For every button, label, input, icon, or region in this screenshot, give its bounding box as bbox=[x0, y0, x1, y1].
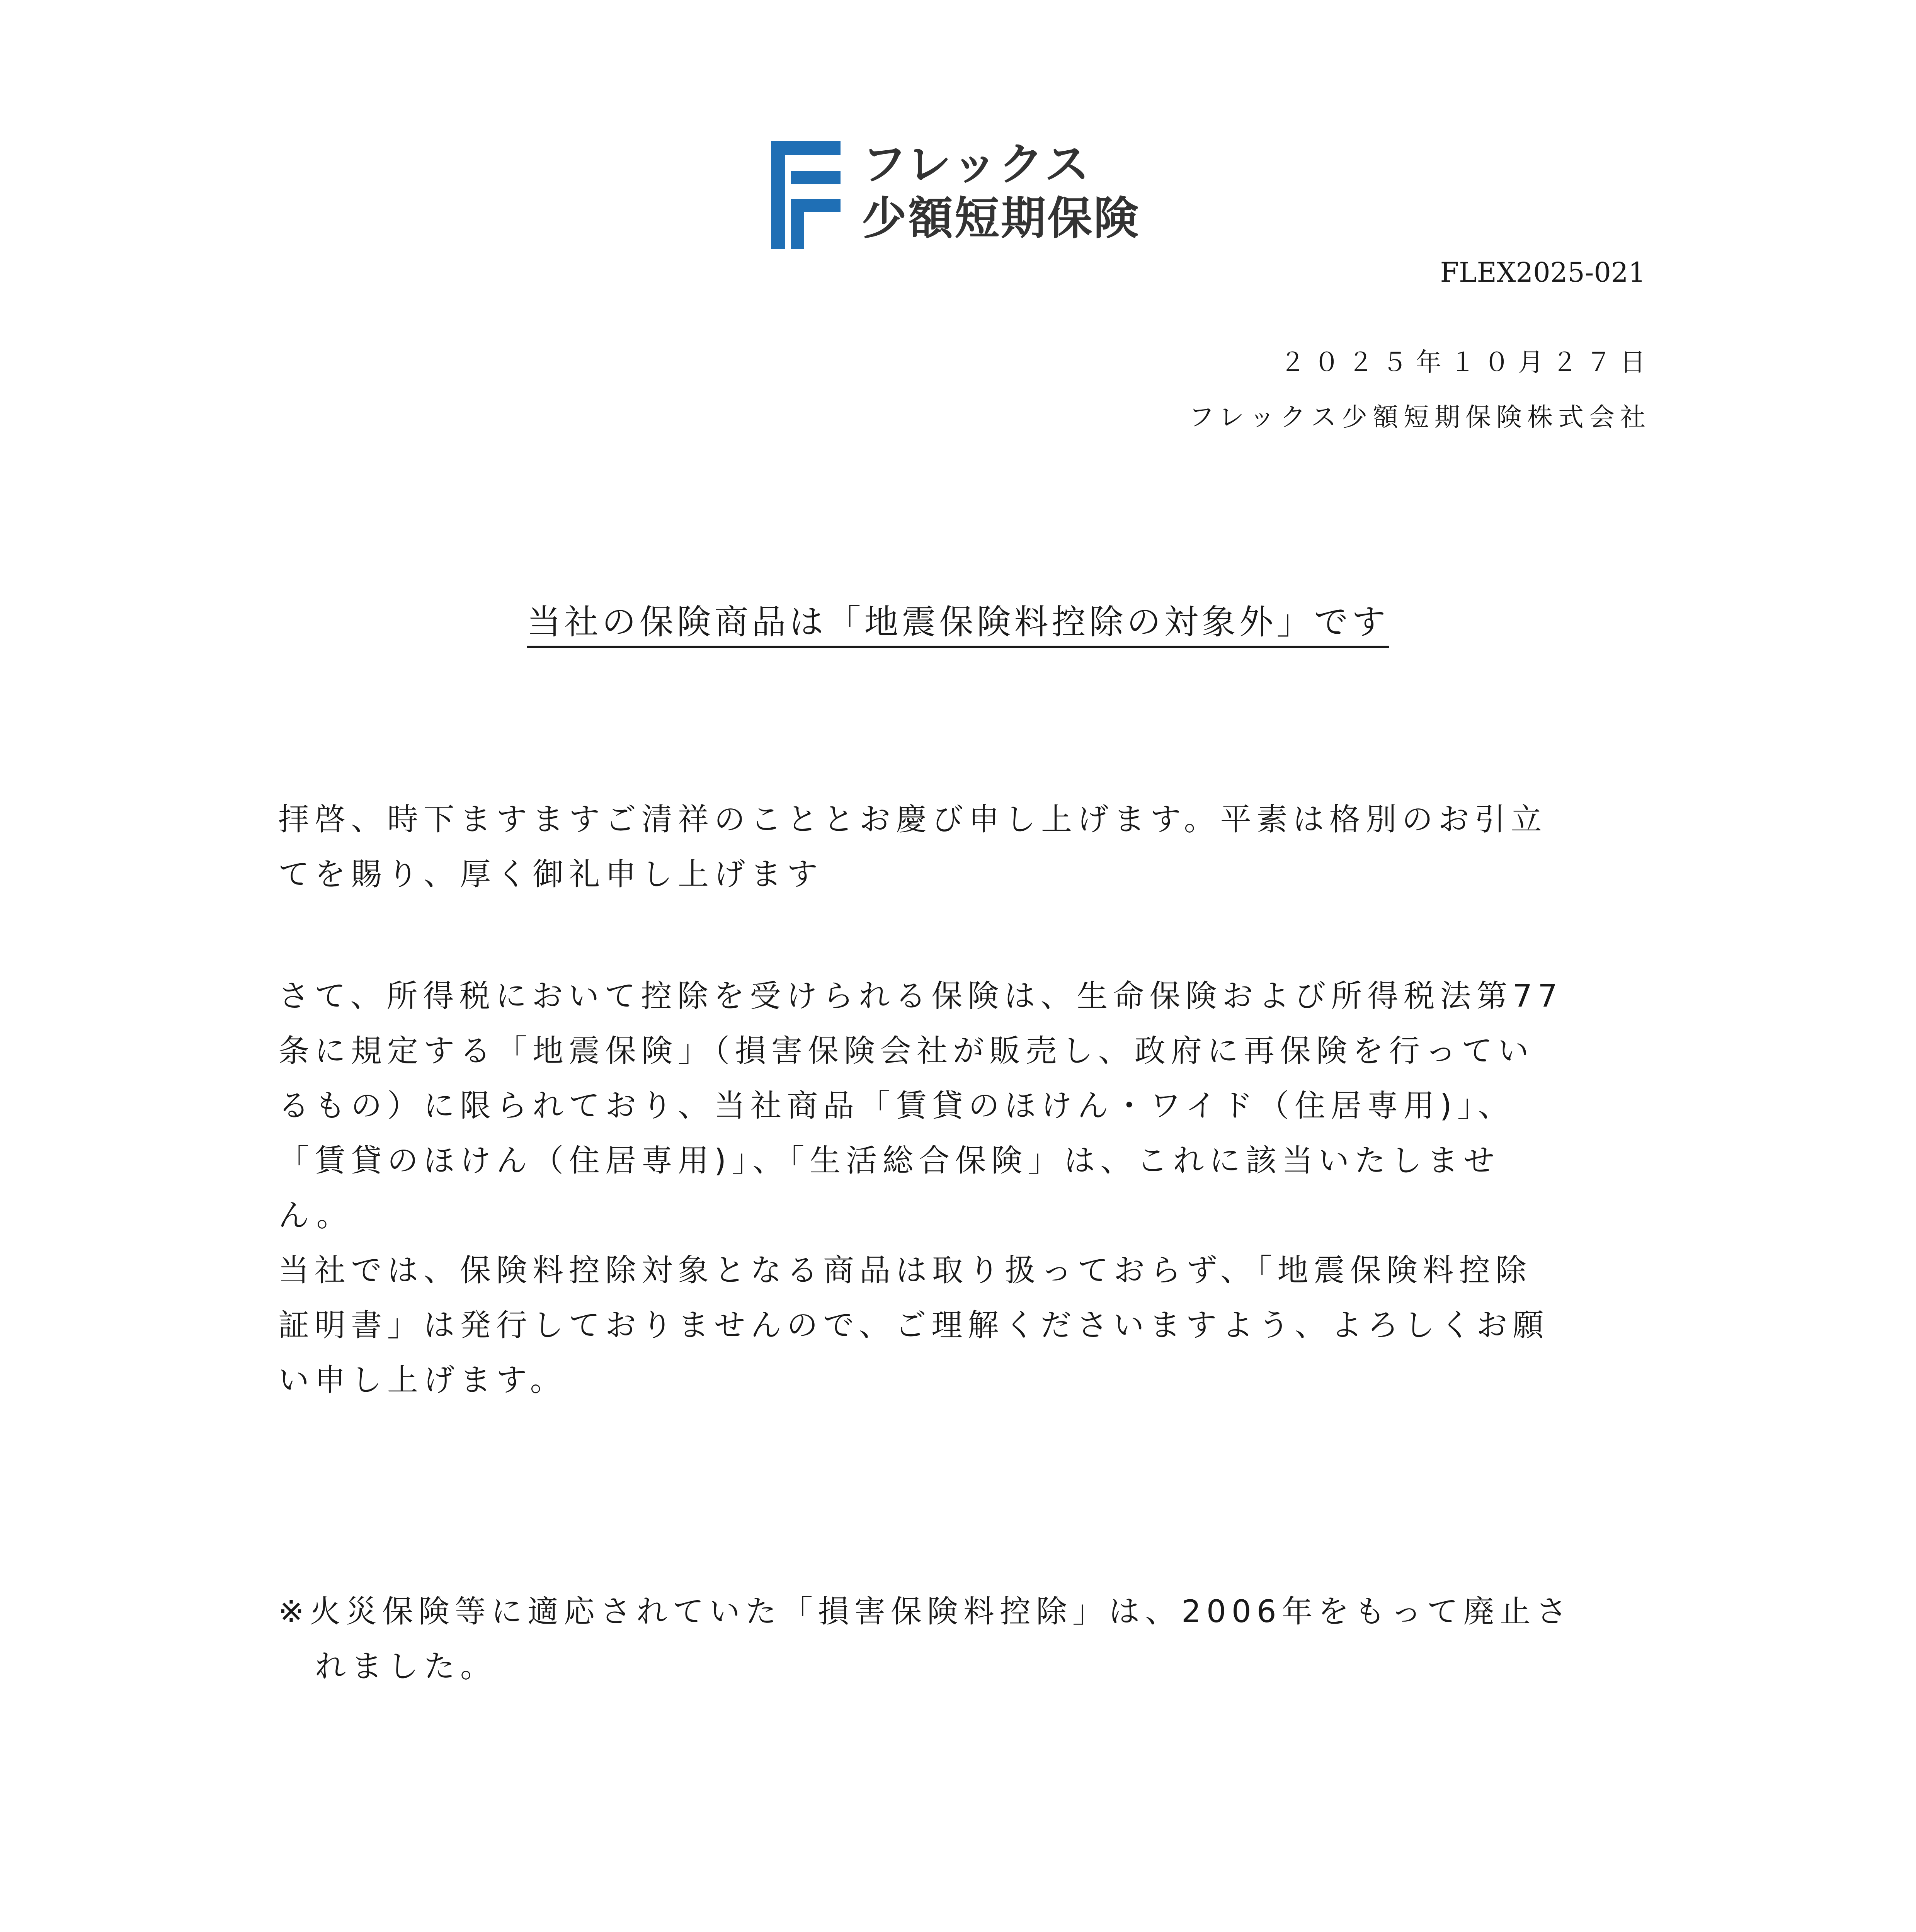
logo-text-line1: フレックス bbox=[862, 138, 1091, 190]
greeting-paragraph: 拝啓、時下ますますご清祥のこととお慶び申し上げます。平素は格別のお引立 てを賜り、厚く御礼申し上げます bbox=[278, 801, 1547, 892]
issue-date: ２０２５年１０月２７日 bbox=[1280, 347, 1654, 377]
main-paragraph: さて、所得税において控除を受けられる保険は、生命保険および所得税法第77 条に規定する「地震保険」（損害保険会社が販売し、政府に再保険を行ってい るもの）に限られており、当社商品「賃貸のほけん・ワイド（住居専用)」、 「賃貸のほけん（住居専用)」、「生活総合保険」は、これに該当いたしませ ん。 当社では、保険料控除対象となる商品は取り扱っておらず、「地震保険料控除 証明書」は発行しておりませんので、ご理解くださいますよう、よろしくお願 い申し上げます。 bbox=[278, 978, 1563, 1398]
document-title-text: 当社の保険商品は「地震保険料控除の対象外」です bbox=[527, 601, 1389, 648]
logo-text-line2: 少額短期保険 bbox=[862, 192, 1140, 245]
footnote-paragraph: ※火災保険等に適応されていた「損害保険料控除」は、2006年をもって廃止さ れました。 bbox=[278, 1594, 1572, 1684]
document-title bbox=[0, 601, 1916, 648]
issuer-name: フレックス少額短期保険株式会社 bbox=[1188, 402, 1651, 432]
flex-logo-icon bbox=[771, 141, 841, 249]
document-number: FLEX2025-021 bbox=[1440, 257, 1645, 288]
company-logo bbox=[771, 137, 1142, 253]
